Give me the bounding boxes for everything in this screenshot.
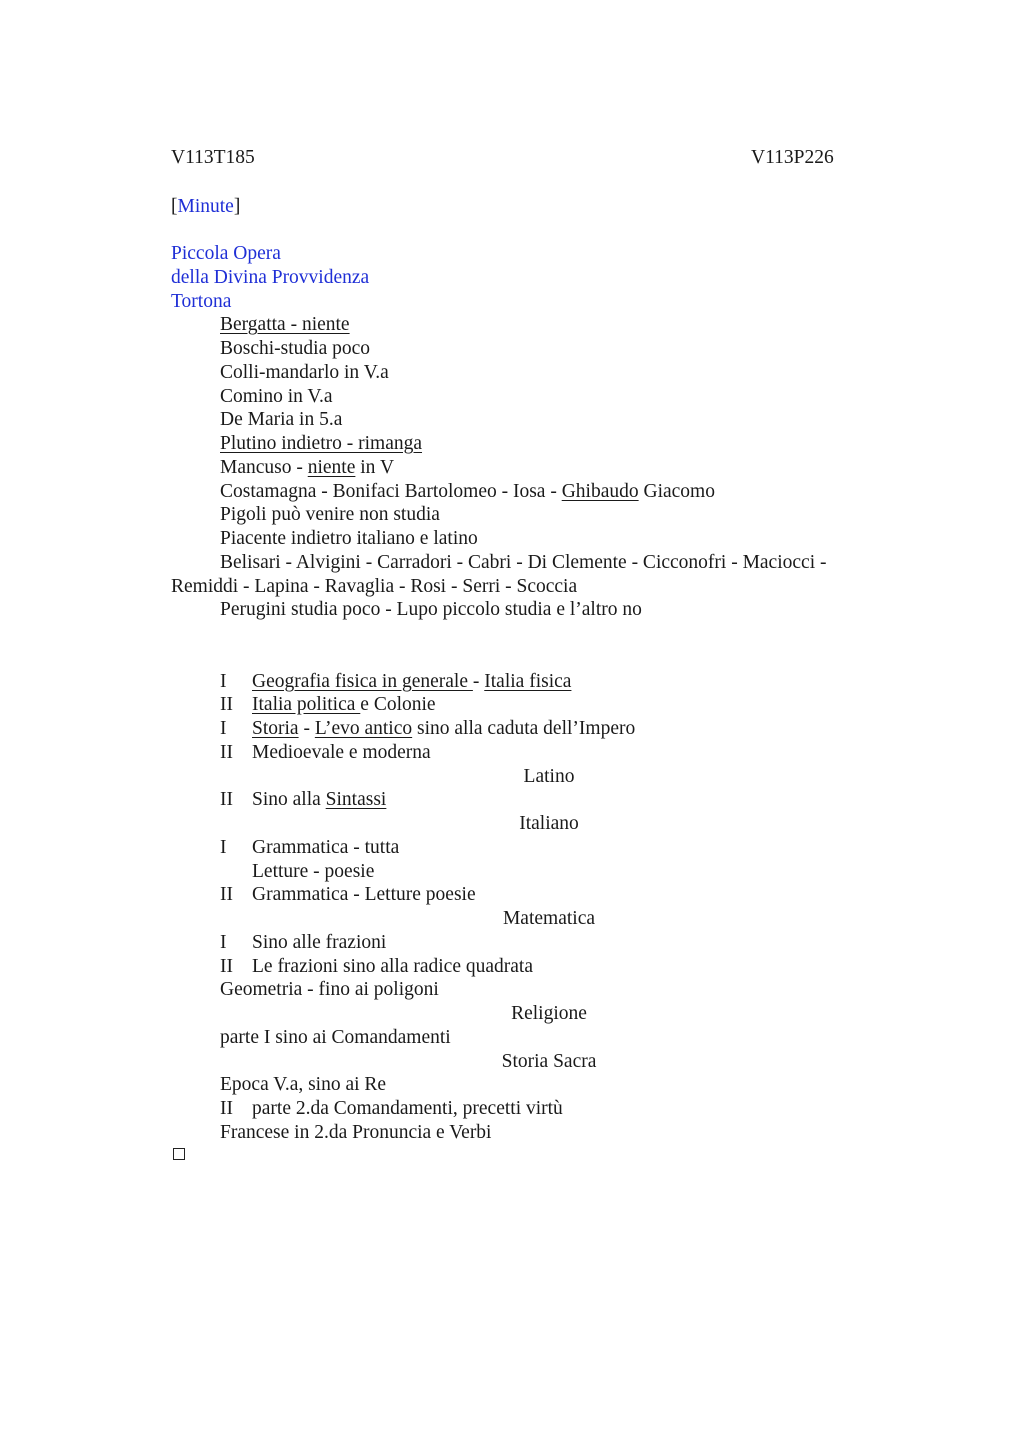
org-line-2: della Divina Provvidenza (171, 267, 370, 288)
note-text: Mancuso - (220, 457, 308, 478)
student-note: Boschi-studia poco (220, 338, 371, 359)
program-row (220, 1097, 563, 1121)
program-row: Francese in 2.da Pronuncia e Verbi (220, 1122, 492, 1143)
program-text: parte 2.da Comandamenti, precetti virtù (252, 1098, 563, 1119)
section-heading-latino: Latino (523, 766, 575, 787)
document-code-left: V113T185 (171, 147, 255, 168)
program-row (220, 788, 386, 812)
program-text: Grammatica - tutta (252, 837, 400, 858)
org-line-1: Piccola Opera (171, 243, 281, 264)
student-note: Remiddi - Lapina - Ravaglia - Rosi - Serri - Scoccia (171, 576, 578, 597)
note-text: Costamagna - Bonifaci Bartolomeo - Iosa - (220, 481, 562, 502)
program-row (220, 741, 431, 765)
student-note: Colli-mandarlo in V.a (220, 362, 389, 383)
class-numeral: I (220, 718, 227, 739)
program-text: Storia (252, 718, 299, 739)
class-numeral: II (220, 884, 233, 905)
program-text: Le frazioni sino alla radice quadrata (252, 956, 533, 977)
class-numeral: I (220, 671, 227, 692)
program-text: Sino alla (252, 789, 326, 810)
program-row (220, 717, 635, 741)
class-numeral: II (220, 956, 233, 977)
student-note (220, 456, 394, 480)
end-marker-checkbox[interactable] (173, 1148, 185, 1160)
student-note: De Maria in 5.a (220, 409, 343, 430)
section-heading-matematica: Matematica (502, 908, 596, 929)
note-text: niente (307, 457, 356, 478)
student-note: Bergatta - niente (220, 314, 350, 335)
minute-link[interactable]: Minute (177, 196, 234, 217)
student-note: Comino in V.a (220, 386, 333, 407)
program-row (220, 670, 571, 694)
section-heading-italiano: Italiano (519, 813, 579, 834)
section-heading-storia-sacra: Storia Sacra (501, 1051, 597, 1072)
class-numeral: II (220, 694, 233, 715)
student-note: Belisari - Alvigini - Carradori - Cabri - Di Clemente - Cicconofri - Maciocci - (220, 552, 827, 573)
program-row: Geometria - fino ai poligoni (220, 979, 439, 1000)
note-text: Giacomo (638, 481, 715, 502)
class-numeral: II (220, 789, 233, 810)
program-row (220, 836, 399, 860)
note-text: in V (355, 457, 395, 478)
program-text: - (298, 718, 315, 739)
program-row (220, 931, 386, 955)
program-row (220, 955, 533, 979)
program-text: Medioevale e moderna (252, 742, 431, 763)
org-line-3: Tortona (171, 291, 232, 312)
program-text: L’evo antico (314, 718, 413, 739)
program-row (220, 693, 436, 717)
program-text: Italia fisica (484, 671, 572, 692)
student-note (220, 480, 715, 504)
program-text: Italia politica (252, 694, 361, 715)
class-numeral: II (220, 1098, 233, 1119)
class-numeral: II (220, 742, 233, 763)
class-numeral: I (220, 837, 227, 858)
program-text: Sino alle frazioni (252, 932, 387, 953)
class-numeral: I (220, 932, 227, 953)
student-note: Perugini studia poco - Lupo piccolo studia e l’altro no (220, 599, 642, 620)
section-heading-religione: Religione (511, 1003, 587, 1024)
program-row: Epoca V.a, sino ai Re (220, 1074, 387, 1095)
note-text: Ghibaudo (561, 481, 639, 502)
program-text: - (472, 671, 485, 692)
program-text: sino alla caduta dell’Impero (412, 718, 636, 739)
document-code-right: V113P226 (751, 147, 834, 168)
program-text: Geografia fisica in generale (252, 671, 473, 692)
student-note: Pigoli può venire non studia (220, 504, 440, 525)
program-text: e Colonie (360, 694, 436, 715)
student-note: Piacente indietro italiano e latino (220, 528, 478, 549)
program-row (220, 883, 476, 907)
minute-tag: [Minute] (171, 196, 241, 217)
program-row: Letture - poesie (252, 861, 375, 882)
program-text: Sintassi (325, 789, 387, 810)
program-row: parte I sino ai Comandamenti (220, 1027, 451, 1048)
program-text: Grammatica - Letture poesie (252, 884, 476, 905)
student-note: Plutino indietro - rimanga (220, 433, 423, 454)
